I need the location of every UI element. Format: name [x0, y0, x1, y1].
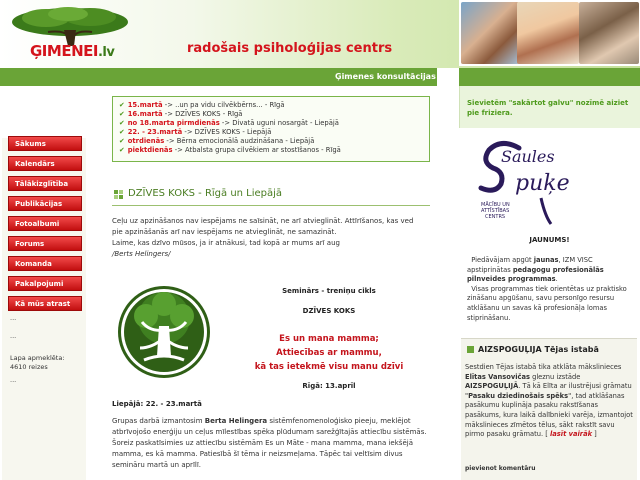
saules-sub-line: ATTĪSTĪBAS: [481, 208, 510, 214]
read-more-link[interactable]: lasīt vairāk: [550, 430, 593, 439]
saules-puke-icon: [471, 128, 631, 230]
header-photos: [459, 0, 640, 66]
saules-line-1: Saules: [501, 147, 555, 166]
seminar-name: DZĪVES KOKS: [302, 307, 356, 315]
check-icon: ✔: [119, 146, 125, 154]
nav-services[interactable]: Pakalpojumi: [8, 276, 82, 291]
nav-forum[interactable]: Forums: [8, 236, 82, 251]
event-item[interactable]: ✔ otrdienās -> Bērna emocionālā audzināšana - Liepājā: [119, 137, 315, 145]
nav-team[interactable]: Komanda: [8, 256, 82, 271]
saules-sub-line: MĀCĪBU UN: [481, 202, 510, 208]
photo-family-1: [461, 2, 519, 64]
author-name: Berta Helingera: [204, 417, 268, 425]
left-sidebar: [0, 86, 88, 480]
site-logo[interactable]: [8, 6, 132, 62]
exhibition-description: Sestdien Tējas istabā tika atklāta mākslinieces Elītas Vansovičas gleznu izstāde AIZSPOGUĻIJĀ. Tā kā Elīta ar ilustrējusi grāmatu "Pasaku dziedinošais spēks", tad atklāšanas pasākumu kuplināja pasaku rakstīšanas pasākums, kura laikā dalībnieki varēja, izmantojot mākslinieces zīmētos tēlus, sākt rakstīt savu pirmo pasaku grāmatu. [ lasīt vairāk ]: [465, 363, 633, 439]
topbar-divider: [437, 68, 459, 86]
family-consultations-link[interactable]: Ģimenes konsultācijas: [335, 72, 436, 81]
saules-sub-line: CENTRS: [485, 214, 506, 220]
sidebar-dots-1: ...: [10, 314, 17, 322]
seminar-topic-line: Attiecības ar mammu,: [276, 348, 382, 358]
event-item[interactable]: ✔ 22. - 23.martā -> DZĪVES KOKS - Liepājā: [119, 128, 272, 136]
tree-logo-icon: [8, 6, 132, 46]
nav-home[interactable]: Sākums: [8, 136, 82, 151]
quote-line: pie apzināšanās arī nav iespējams ne atvieglināt, ne samazināt.: [112, 228, 337, 236]
nav-photo-albums[interactable]: Fotoalbumi: [8, 216, 82, 231]
check-icon: ✔: [119, 101, 125, 109]
section-heading: [112, 184, 430, 206]
nav-publications[interactable]: Publikācijas: [8, 196, 82, 211]
seminar-topic-line: Es un mana mamma;: [279, 334, 379, 344]
event-item[interactable]: ✔ no 18.marta pirmdienās -> Divatā uguni nosargāt - Liepājā: [119, 119, 339, 127]
quote-line: Ceļu uz apzināšanos nav iespējams ne saīsināt, ne arī atvieglināt. Attīrīšanos, kas ved: [112, 217, 414, 225]
main-content: [100, 86, 438, 480]
logo-wordmark: ĢIMENEI.lv: [30, 42, 115, 60]
check-icon: ✔: [119, 110, 125, 118]
quote-line: Laime, kas dzīvo mūsos, ja ir atnākusi, tad kopā ar mums arī aug: [112, 239, 340, 247]
sidebar-dots-2: ...: [10, 332, 17, 340]
add-comment-link[interactable]: pievienot komentāru: [465, 465, 536, 472]
section-bullet-icon: [114, 190, 123, 199]
exhibition-box: [461, 338, 637, 480]
seminar-topic-line: kā tas ietekmē visu manu dzīvi: [254, 362, 404, 372]
section-title: DZĪVES KOKS - Rīgā un Liepājā: [128, 188, 283, 199]
tree-of-life-icon: [110, 282, 218, 382]
riga-date: Rīgā: 13.aprīl: [302, 382, 356, 390]
nav-how-to-find-us[interactable]: Kā mūs atrast: [8, 296, 82, 311]
event-item[interactable]: ✔ piektdienās -> Atbalsta grupa cilvēkiem ar stostīšanos - Rīgā: [119, 146, 341, 154]
nav-further-education[interactable]: Tālākizglītība: [8, 176, 82, 191]
check-icon: ✔: [119, 137, 125, 145]
exhibition-title: AIZSPOGUĻIJA Tējas istabā: [467, 345, 599, 354]
site-tagline: radošais psiholoģijas centrs: [187, 41, 393, 56]
seminar-label: Seminārs - treniņu cikls: [282, 287, 376, 295]
liepaja-date: Liepājā: 22. - 23.martā: [112, 400, 202, 408]
events-list: [112, 96, 430, 162]
promo-quote: Sievietēm "sakārtot galvu" nozīmē aiziet pie friziera.: [459, 86, 640, 128]
news-heading: JAUNUMS!: [529, 236, 570, 244]
check-icon: ✔: [119, 119, 125, 127]
nav-calendar[interactable]: Kalendārs: [8, 156, 82, 171]
check-icon: ✔: [119, 128, 125, 136]
hellinger-quote: [112, 216, 432, 260]
right-sidebar: [459, 86, 640, 480]
saules-line-2: puķe: [515, 171, 570, 196]
saules-puke-logo[interactable]: [471, 128, 631, 230]
news-description: Piedāvājam apgūt jaunas, IZM VISC apstiprinātas pedagogu profesionālās pilnveides programmas. Visas programmas tiek orientētas uz praktisko zināšanu apgūšanu, savu personīgo resursu atklāšanu un savas kā profesionāļa lomas stiprināšanu.: [467, 256, 627, 322]
visit-counter-value: 4610 reizes: [10, 363, 48, 371]
seminar-description: Grupas darbā izmantosim Berta Helingera sistēmfenomenoloģisko pieeju, meklējot atbrīvojošo enerģiju un ceļus mīlestības spēka plūdumam sarežģītajās attiecību sistēmās. Šoreiz paskatīsimies uz attiecību sistēmām Es un Māte - mana mamma, mana iekšējā mamma, es kā mamma. Patiesībā šī tēma ir neizsmeļama. Tāpēc tai veltīsim divus semināru martā un aprīlī.: [112, 417, 427, 469]
site-header: [0, 0, 640, 68]
visit-counter-label: Lapa apmeklēta:: [10, 354, 65, 362]
event-item[interactable]: ✔ 15.martā -> ..un pa vidu cilvēkbērns... - Rīgā: [119, 101, 285, 109]
photo-family-3: [579, 2, 639, 64]
photo-family-2: [517, 2, 579, 64]
event-item[interactable]: ✔ 16.martā -> DZĪVES KOKS - Rīgā: [119, 110, 243, 118]
sidebar-dots-3: ...: [10, 376, 17, 384]
seminar-info: [220, 284, 438, 390]
quote-author: /Berts Helingers/: [112, 250, 171, 258]
top-nav-bar: [0, 68, 640, 86]
section-bullet-icon: [467, 346, 474, 353]
